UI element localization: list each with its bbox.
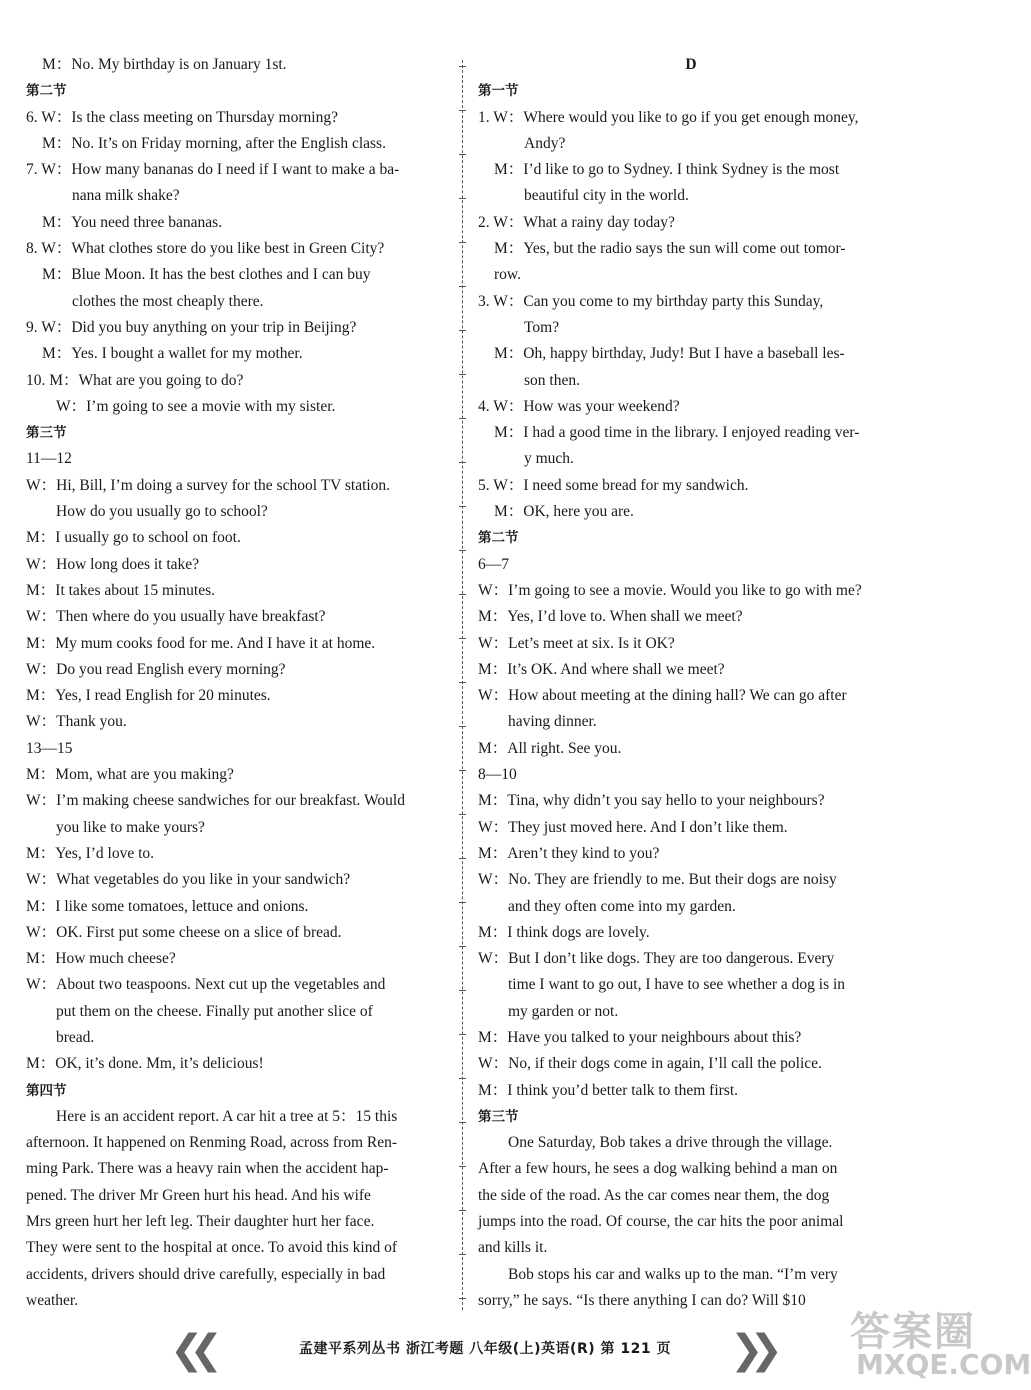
text-line: jumps into the road. Of course, the car hits the poor animal <box>478 1213 844 1231</box>
text-line: Bob stops his car and walks up to the man. “I’m very <box>508 1265 838 1283</box>
divider-tick <box>459 110 466 111</box>
text-line: weather. <box>26 1291 79 1309</box>
text-line: M：My mum cooks food for me. And I have it at home. <box>26 634 376 652</box>
divider-tick <box>459 242 466 243</box>
text-line: M：Yes. I bought a wallet for my mother. <box>42 345 303 363</box>
text-line: W：How about meeting at the dining hall? We can go after <box>478 687 847 705</box>
text-line: beautiful city in the world. <box>524 187 689 205</box>
text-line: M：I usually go to school on foot. <box>26 529 241 547</box>
text-line: 9. W：Did you buy anything on your trip in Beijing? <box>26 318 357 336</box>
divider-tick <box>459 1078 466 1079</box>
text-line: 3. W：Can you come to my birthday party this Sunday, <box>478 292 824 310</box>
text-line: 6—7 <box>478 555 509 573</box>
text-line: M：Tina, why didn’t you say hello to your neighbours? <box>478 792 825 810</box>
text-line: W：OK. First put some cheese on a slice of bread. <box>26 923 342 941</box>
part-heading: D <box>685 56 697 73</box>
footer-text: 孟建平系列丛书 浙江考题 八年级(上)英语(R) 第 121 页 <box>299 1341 671 1357</box>
text-line: 13—15 <box>26 739 73 757</box>
divider-tick <box>459 814 466 815</box>
text-line: W：They just moved here. And I don’t like them. <box>478 818 788 836</box>
text-line: M：How much cheese? <box>26 950 176 968</box>
text-line: 4. W：How was your weekend? <box>478 397 680 415</box>
divider-tick <box>459 462 466 463</box>
text-line: put them on the cheese. Finally put another slice of <box>56 1002 373 1020</box>
divider-tick <box>459 594 466 595</box>
text-line: W：No. They are friendly to me. But their dogs are noisy <box>478 871 837 889</box>
text-line: y much. <box>524 450 574 468</box>
watermark <box>850 1296 1031 1390</box>
text-line: M：I like some tomatoes, lettuce and onions. <box>26 897 309 915</box>
text-line: W：What vegetables do you like in your sandwich? <box>26 871 351 889</box>
divider-tick <box>459 770 466 771</box>
right-column <box>478 52 904 1314</box>
watermark-url: MXQE.COM <box>856 1348 1031 1381</box>
text-line: M：It’s OK. And where shall we meet? <box>478 660 725 678</box>
text-line: row. <box>494 266 521 284</box>
text-line: W：Let’s meet at six. Is it OK? <box>478 634 675 652</box>
divider-tick <box>459 946 466 947</box>
text-line: 8. W：What clothes store do you like best in Green City? <box>26 240 385 258</box>
column-divider <box>462 60 463 1310</box>
divider-tick <box>459 198 466 199</box>
text-line: you like to make yours? <box>56 818 205 836</box>
text-line: M：OK, it’s done. Mm, it’s delicious! <box>26 1055 264 1073</box>
text-line: pened. The driver Mr Green hurt his head. And his wife <box>26 1186 371 1204</box>
text-line: M：I had a good time in the library. I enjoyed reading ver- <box>494 424 860 442</box>
text-line: and kills it. <box>478 1239 548 1257</box>
text-line: having dinner. <box>508 713 597 731</box>
text-line: 5. W：I need some bread for my sandwich. <box>478 476 749 494</box>
text-line: M：Yes, but the radio says the sun will come out tomor- <box>494 240 846 258</box>
text-line: W：Then where do you usually have breakfast? <box>26 608 326 626</box>
text-line: 7. W：How many bananas do I need if I want to make a ba- <box>26 161 400 179</box>
divider-tick <box>459 726 466 727</box>
chevron-left-icon: ❮❮ <box>170 1327 210 1373</box>
text-line: They were sent to the hospital at once. To avoid this kind of <box>26 1239 397 1257</box>
text-line: M：Oh, happy birthday, Judy! But I have a baseball les- <box>494 345 845 363</box>
text-line: W：About two teaspoons. Next cut up the vegetables and <box>26 976 386 994</box>
text-line: sorry,” he says. “Is there anything I can do? Will $10 <box>478 1291 806 1309</box>
text-line: W：No, if their dogs come in again, I’ll call the police. <box>478 1055 822 1073</box>
text-line: W：But I don’t like dogs. They are too dangerous. Every <box>478 950 835 968</box>
text-line: One Saturday, Bob takes a drive through the village. <box>508 1134 833 1152</box>
divider-tick <box>459 66 466 67</box>
text-line: M：I think you’d better talk to them first. <box>478 1081 739 1099</box>
divider-tick <box>459 990 466 991</box>
divider-tick <box>459 1166 466 1167</box>
divider-tick <box>459 1210 466 1211</box>
text-line: and they often come into my garden. <box>508 897 736 915</box>
chevron-right-icon: ❯❯ <box>730 1327 770 1373</box>
text-line: W：I’m making cheese sandwiches for our breakfast. Would <box>26 792 405 810</box>
section-heading: 第三节 <box>478 1108 519 1125</box>
text-line: W：Thank you. <box>26 713 127 731</box>
divider-tick <box>459 1122 466 1123</box>
text-line: W：Do you read English every morning? <box>26 660 286 678</box>
text-line: 10. M：What are you going to do? <box>26 371 244 389</box>
text-line: 8—10 <box>478 766 517 784</box>
text-line: son then. <box>524 371 580 389</box>
text-line: M：No. My birthday is on January 1st. <box>42 56 287 73</box>
watermark-logo-text: 答案圈 <box>850 1309 976 1355</box>
divider-tick <box>459 330 466 331</box>
text-line: W：I’m going to see a movie. Would you like to go with me? <box>478 581 862 599</box>
section-heading: 第三节 <box>26 425 67 442</box>
text-line: 1. W：Where would you like to go if you get enough money, <box>478 108 859 126</box>
text-line: Here is an accident report. A car hit a tree at 5：15 this <box>56 1107 398 1125</box>
text-line: time I want to go out, I have to see whether a dog is in <box>508 976 846 994</box>
text-line: ming Park. There was a heavy rain when the accident hap- <box>26 1160 389 1178</box>
text-line: the side of the road. As the car comes near them, the dog <box>478 1186 830 1204</box>
text-line: clothes the most cheaply there. <box>72 292 264 310</box>
divider-tick <box>459 1254 466 1255</box>
left-column <box>26 52 450 1314</box>
text-line: Tom? <box>524 318 560 336</box>
divider-tick <box>459 902 466 903</box>
section-heading: 第四节 <box>26 1082 67 1099</box>
text-line: M：I think dogs are lovely. <box>478 923 650 941</box>
text-line: After a few hours, he sees a dog walking behind a man on <box>478 1160 838 1178</box>
text-line: M：Yes, I’d love to. When shall we meet? <box>478 608 743 626</box>
text-line: 11—12 <box>26 450 72 468</box>
text-line: M：Mom, what are you making? <box>26 766 234 784</box>
section-heading: 第一节 <box>478 83 519 100</box>
text-line: afternoon. It happened on Renming Road, across from Ren- <box>26 1134 398 1152</box>
text-line: M：Have you talked to your neighbours about this? <box>478 1028 802 1046</box>
section-heading: 第二节 <box>26 83 67 100</box>
divider-tick <box>459 154 466 155</box>
divider-tick <box>459 858 466 859</box>
text-line: W：Hi, Bill, I’m doing a survey for the school TV station. <box>26 476 391 494</box>
divider-tick <box>459 506 466 507</box>
divider-tick <box>459 286 466 287</box>
divider-tick <box>459 550 466 551</box>
text-line: M：You need three bananas. <box>42 213 223 231</box>
text-line: 6. W：Is the class meeting on Thursday morning? <box>26 108 338 126</box>
text-line: accidents, drivers should drive carefully, especially in bad <box>26 1265 386 1283</box>
text-line: 2. W：What a rainy day today? <box>478 213 675 231</box>
text-line: How do you usually go to school? <box>56 503 268 521</box>
divider-tick <box>459 418 466 419</box>
section-heading: 第二节 <box>478 530 519 547</box>
divider-tick <box>459 1034 466 1035</box>
text-line: nana milk shake? <box>72 187 180 205</box>
text-line: W：How long does it take? <box>26 555 200 573</box>
text-line: W：I’m going to see a movie with my sister. <box>56 397 336 415</box>
text-line: M：Yes, I’d love to. <box>26 844 155 862</box>
text-line: my garden or not. <box>508 1002 619 1020</box>
text-line: Andy? <box>524 134 566 152</box>
divider-tick <box>459 638 466 639</box>
text-line: M：No. It’s on Friday morning, after the English class. <box>42 134 386 152</box>
text-line: M：Yes, I read English for 20 minutes. <box>26 687 271 705</box>
text-line: M：I’d like to go to Sydney. I think Sydney is the most <box>494 161 840 179</box>
text-line: M：Blue Moon. It has the best clothes and I can buy <box>42 266 371 284</box>
text-line: M：Aren’t they kind to you? <box>478 844 660 862</box>
divider-tick <box>459 682 466 683</box>
text-line: M：All right. See you. <box>478 739 622 757</box>
text-line: bread. <box>56 1028 95 1046</box>
divider-tick <box>459 1298 466 1299</box>
text-line: M：OK, here you are. <box>494 503 634 521</box>
text-line: Mrs green hurt her left leg. Their daughter hurt her face. <box>26 1213 375 1231</box>
divider-tick <box>459 374 466 375</box>
text-line: M：It takes about 15 minutes. <box>26 581 215 599</box>
